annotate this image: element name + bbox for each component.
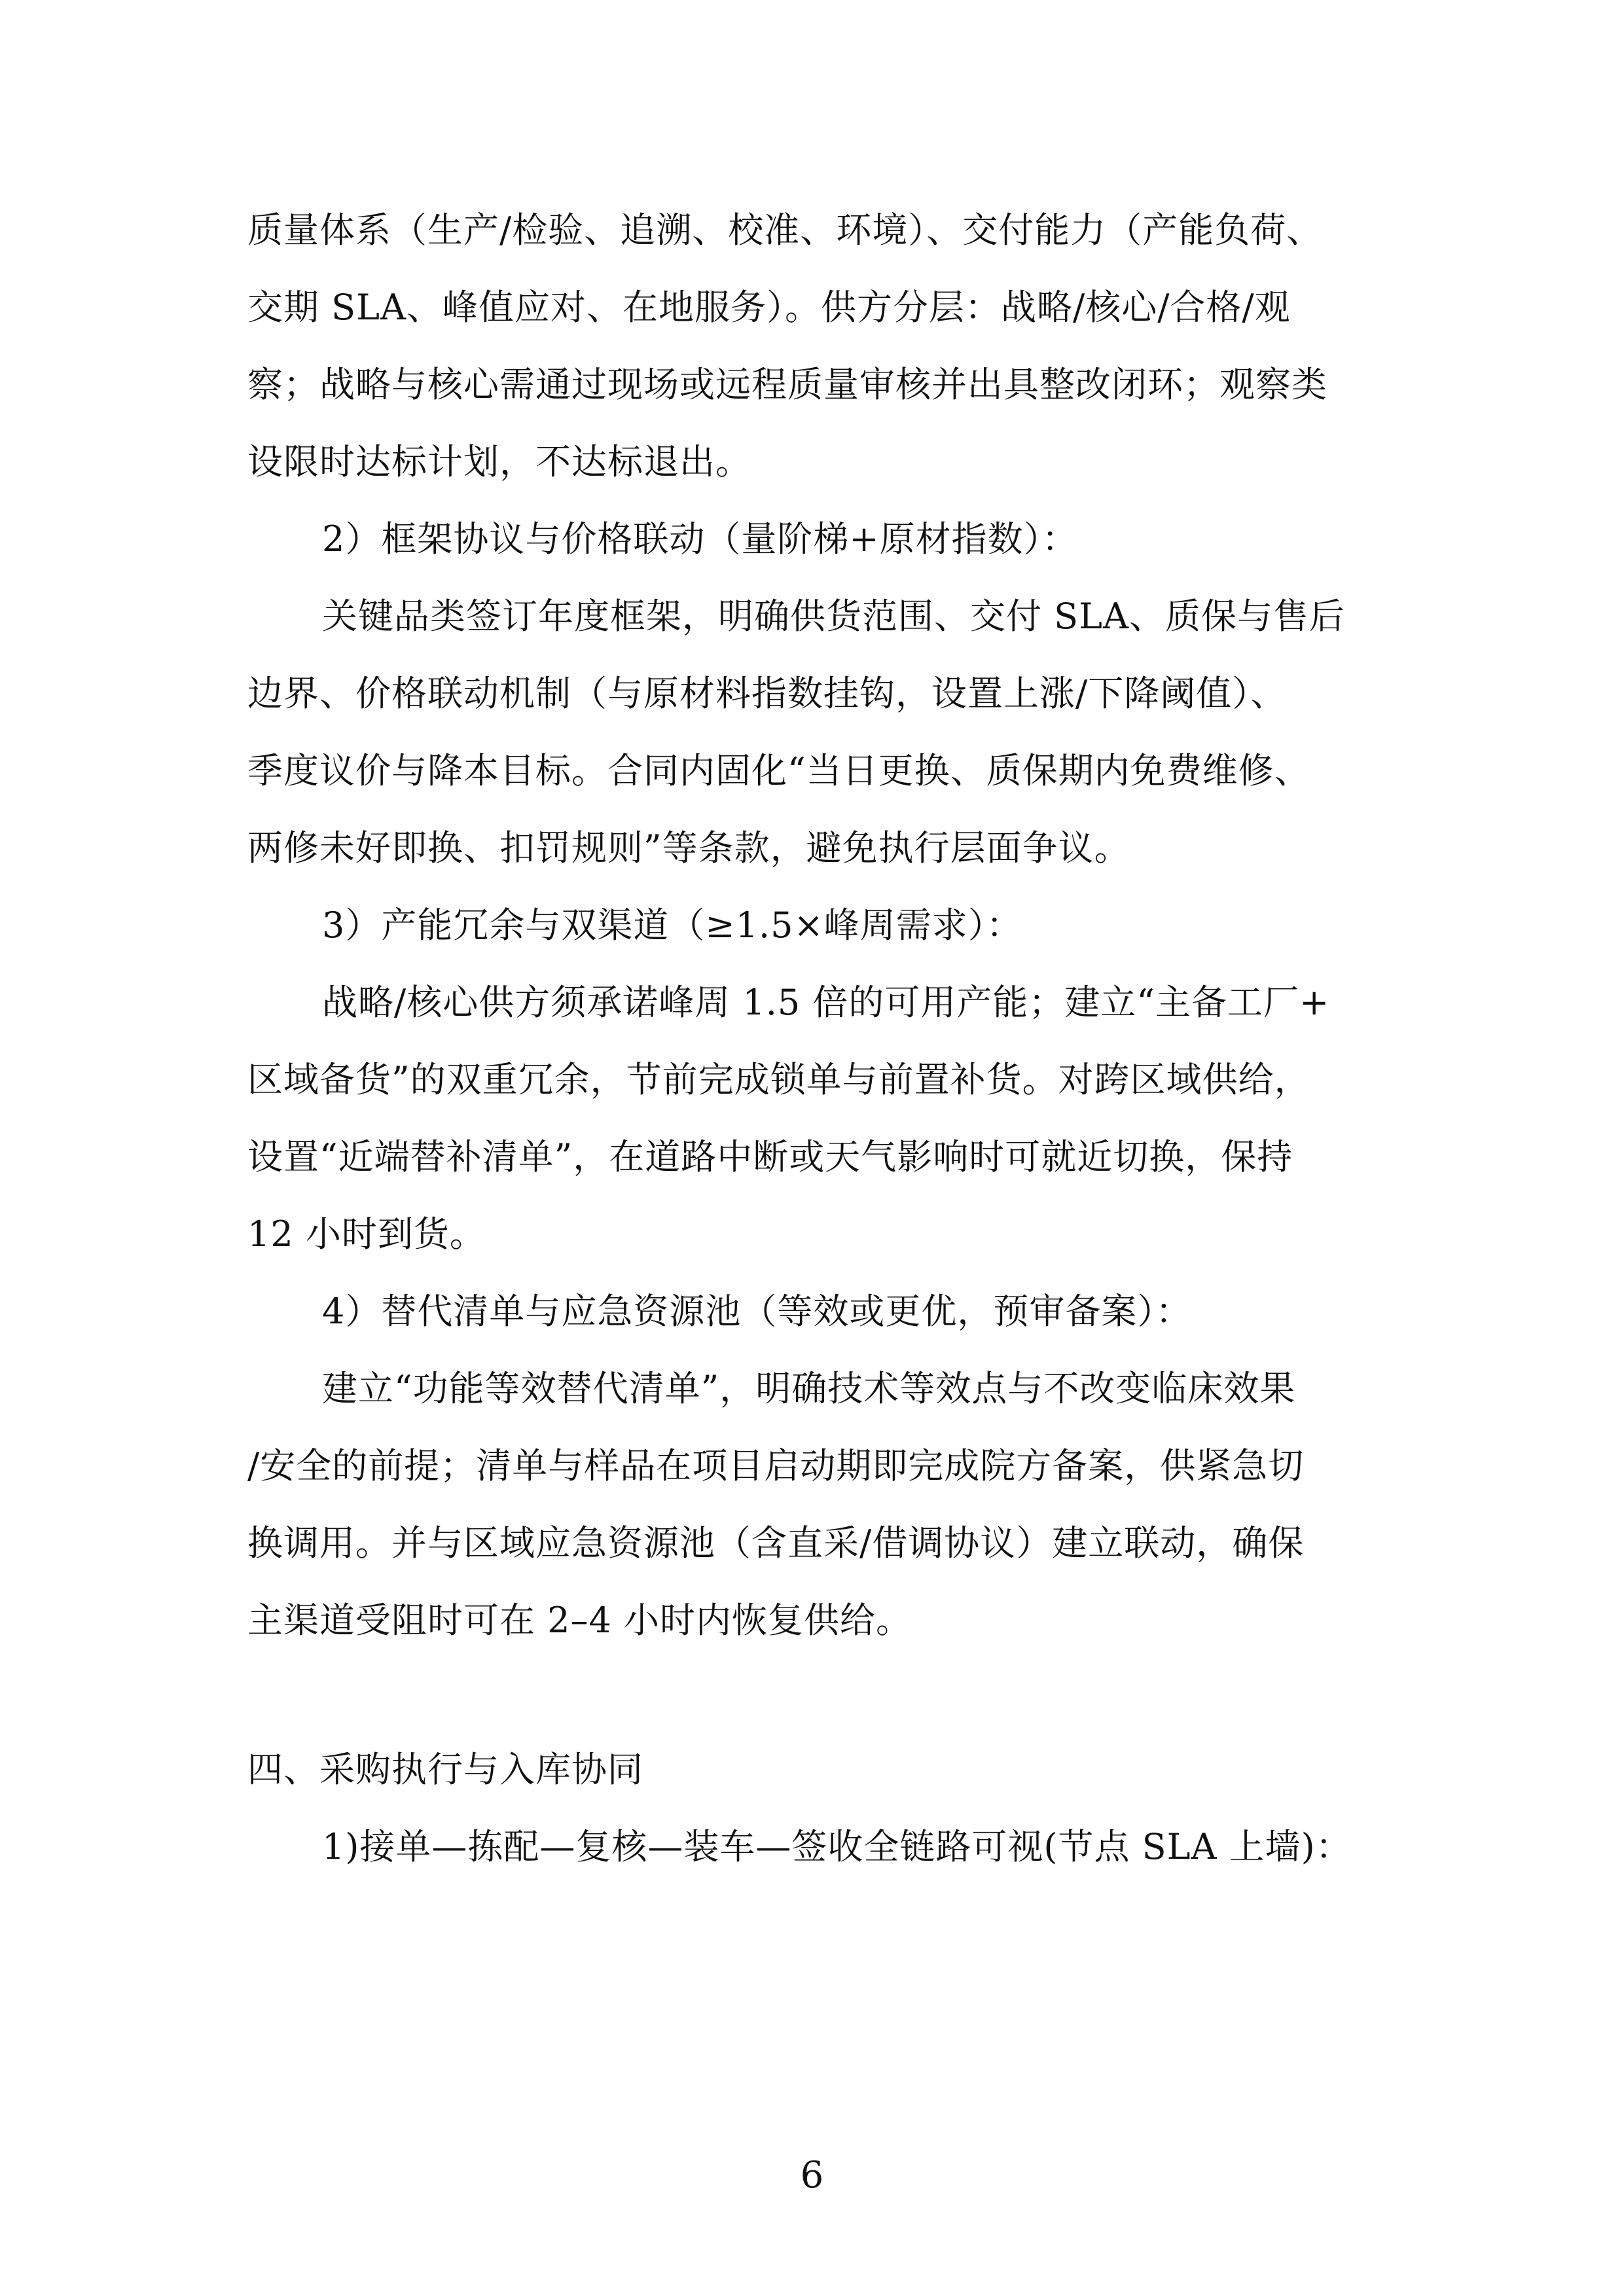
paragraph-line: 换调用。并与区域应急资源池（含直采/借调协议）建立联动，确保 (247, 1522, 1305, 1564)
document-body (247, 208, 1386, 1902)
section-spacer (247, 1676, 1386, 1748)
paragraph-line: 设置“近端替补清单”，在道路中断或天气影响时可就近切换，保持 (247, 1136, 1293, 1177)
section-heading-4: 4）替代清单与应急资源池（等效或更优，预审备案）： (322, 1291, 1192, 1332)
section-heading-3: 3）产能冗余与双渠道（≥1.5×峰周需求）： (322, 905, 1022, 946)
chapter-heading: 四、采购执行与入库协同 (247, 1749, 643, 1790)
paragraph-line: /安全的前提；清单与样品在项目启动期即完成院方备案，供紧急切 (247, 1445, 1305, 1486)
paragraph-line: 边界、价格联动机制（与原材料指数挂钩，设置上涨/下降阈值）、 (247, 673, 1287, 714)
paragraph-line: 主渠道受阻时可在 2–4 小时内恢复供给。 (247, 1600, 912, 1641)
page-number: 6 (800, 2154, 824, 2197)
paragraph-line: 设限时达标计划，不达标退出。 (247, 441, 751, 482)
paragraph-line: 察；战略与核心需通过现场或远程质量审核并出具整改闭环；观察类 (247, 364, 1327, 405)
paragraph-line: 交期 SLA、峰值应对、在地服务）。供方分层：战略/核心/合格/观 (247, 287, 1291, 328)
paragraph-line: 战略/核心供方须承诺峰周 1.5 倍的可用产能；建立“主备工厂+ (322, 982, 1330, 1023)
section-heading-1: 1)接单—拣配—复核—装车—签收全链路可视(节点 SLA 上墙)： (322, 1826, 1352, 1867)
paragraph-line: 区域备货”的双重冗余，节前完成锁单与前置补货。对跨区域供给， (247, 1059, 1310, 1100)
section-heading-2: 2）框架协议与价格联动（量阶梯+原材指数）： (322, 518, 1078, 560)
paragraph-line: 关键品类签订年度框架，明确供货范围、交付 SLA、质保与售后 (322, 596, 1346, 637)
paragraph-line: 季度议价与降本目标。合同内固化“当日更换、质保期内免费维修、 (247, 750, 1310, 791)
paragraph-line: 建立“功能等效替代清单”，明确技术等效点与不改变临床效果 (322, 1368, 1296, 1409)
paragraph-line: 质量体系（生产/检验、追溯、校准、环境）、交付能力（产能负荷、 (247, 209, 1323, 251)
paragraph-line: 两修未好即换、扣罚规则”等条款，避免执行层面争议。 (247, 827, 1130, 869)
paragraph-line: 12 小时到货。 (247, 1213, 486, 1255)
